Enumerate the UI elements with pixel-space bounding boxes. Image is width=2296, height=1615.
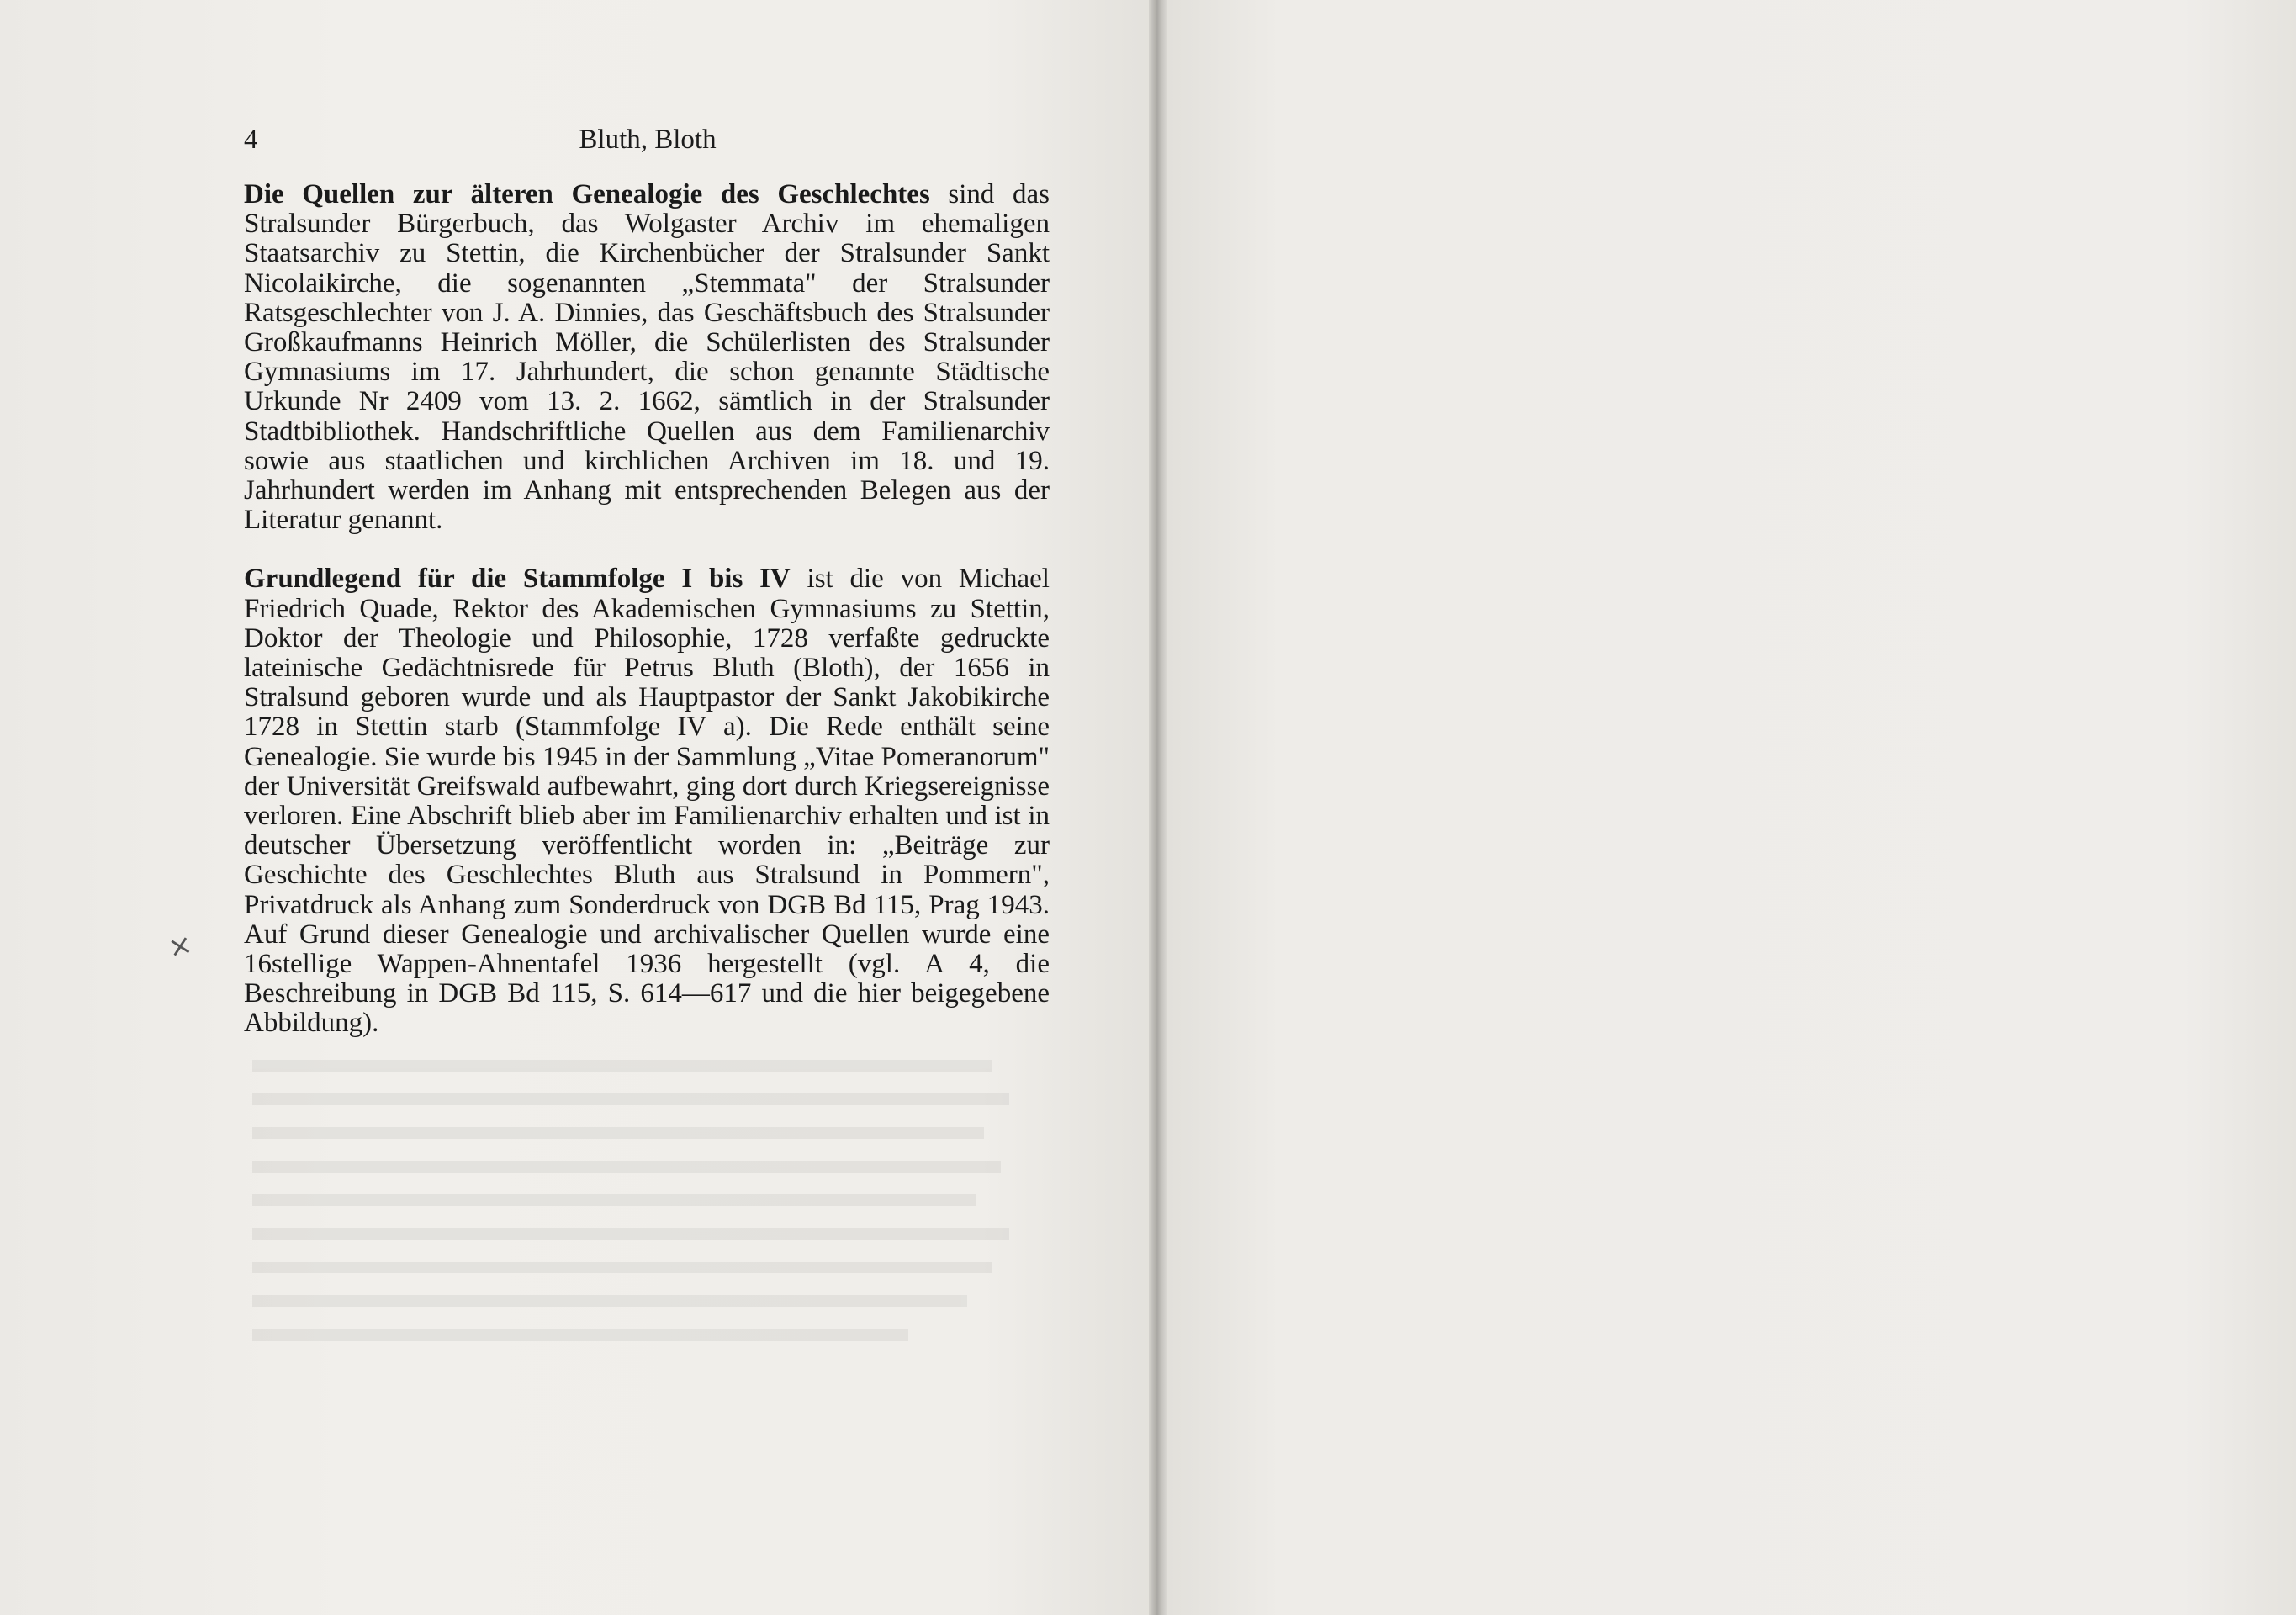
paragraph-lead: Die Quellen zur älteren Genealogie des Geschlechtes [244, 179, 930, 209]
page-number: 4 [244, 124, 258, 155]
right-page [1167, 0, 2296, 1615]
paragraph-body: sind das Stralsunder Bürgerbuch, das Wolgaster Archiv im ehemaligen Staatsarchiv zu Stettin, die Kirchenbücher der Stralsunder Sankt Nicolaikirche, die sogenannten „Stemmata" der Stralsunder Ratsgeschlechter von J. A. Dinnies, das Geschäftsbuch des Stralsunder Großkaufmanns Heinrich Möller, die Schülerlisten des Stralsunder Gymnasiums im 17. Jahrhundert, die schon genannte Städtische Urkunde Nr 2409 vom 13. 2. 1662, sämtlich in der Stralsunder Stadtbibliothek. Handschriftliche Quellen aus dem Familienarchiv sowie aus staatlichen und kirchlichen Archiven im 18. und 19. Jahrhundert werden im Anhang mit entsprechenden Belegen aus der Literatur genannt. [244, 179, 1050, 536]
paragraph-lead: Grundlegend für die Stammfolge I bis IV [244, 564, 791, 595]
running-head: Bluth, Bloth [579, 124, 717, 155]
book-gutter [1149, 0, 1167, 1615]
handwritten-margin-mark: × [165, 927, 196, 966]
show-through-text [252, 1060, 1009, 1363]
page-header [244, 124, 1051, 165]
paragraph-stammfolge [244, 564, 1050, 1038]
paragraph-sources [244, 180, 1050, 535]
paragraph-body: ist die von Michael Friedrich Quade, Rektor des Akademischen Gymnasiums zu Stettin, Doktor der Theologie und Philosophie, 1728 verfaßte gedruckte lateinische Gedächtnisrede für Petrus Bluth (Bloth), der 1656 in Stralsund geboren wurde und als Hauptpastor der Sankt Jakobikirche 1728 in Stettin starb (Stammfolge IV a). Die Rede enthält seine Genealogie. Sie wurde bis 1945 in der Sammlung „Vitae Pomeranorum" der Universität Greifswald aufbewahrt, ging dort durch Kriegsereignisse verloren. Eine Abschrift blieb aber im Familienarchiv erhalten und ist in deutscher Übersetzung veröffentlicht worden in: „Beiträge zur Geschichte des Geschlechtes Bluth aus Stralsund in Pommern", Privatdruck als Anhang zum Sonderdruck von DGB Bd 115, Prag 1943. Auf Grund dieser Genealogie und archivalischer Quellen wurde eine 16stellige Wappen-Ahnentafel 1936 hergestellt (vgl. A 4, die Beschreibung in DGB Bd 115, S. 614—617 und die hier beigegebene Abbildung). [244, 564, 1050, 1039]
body-text [244, 180, 1050, 1068]
